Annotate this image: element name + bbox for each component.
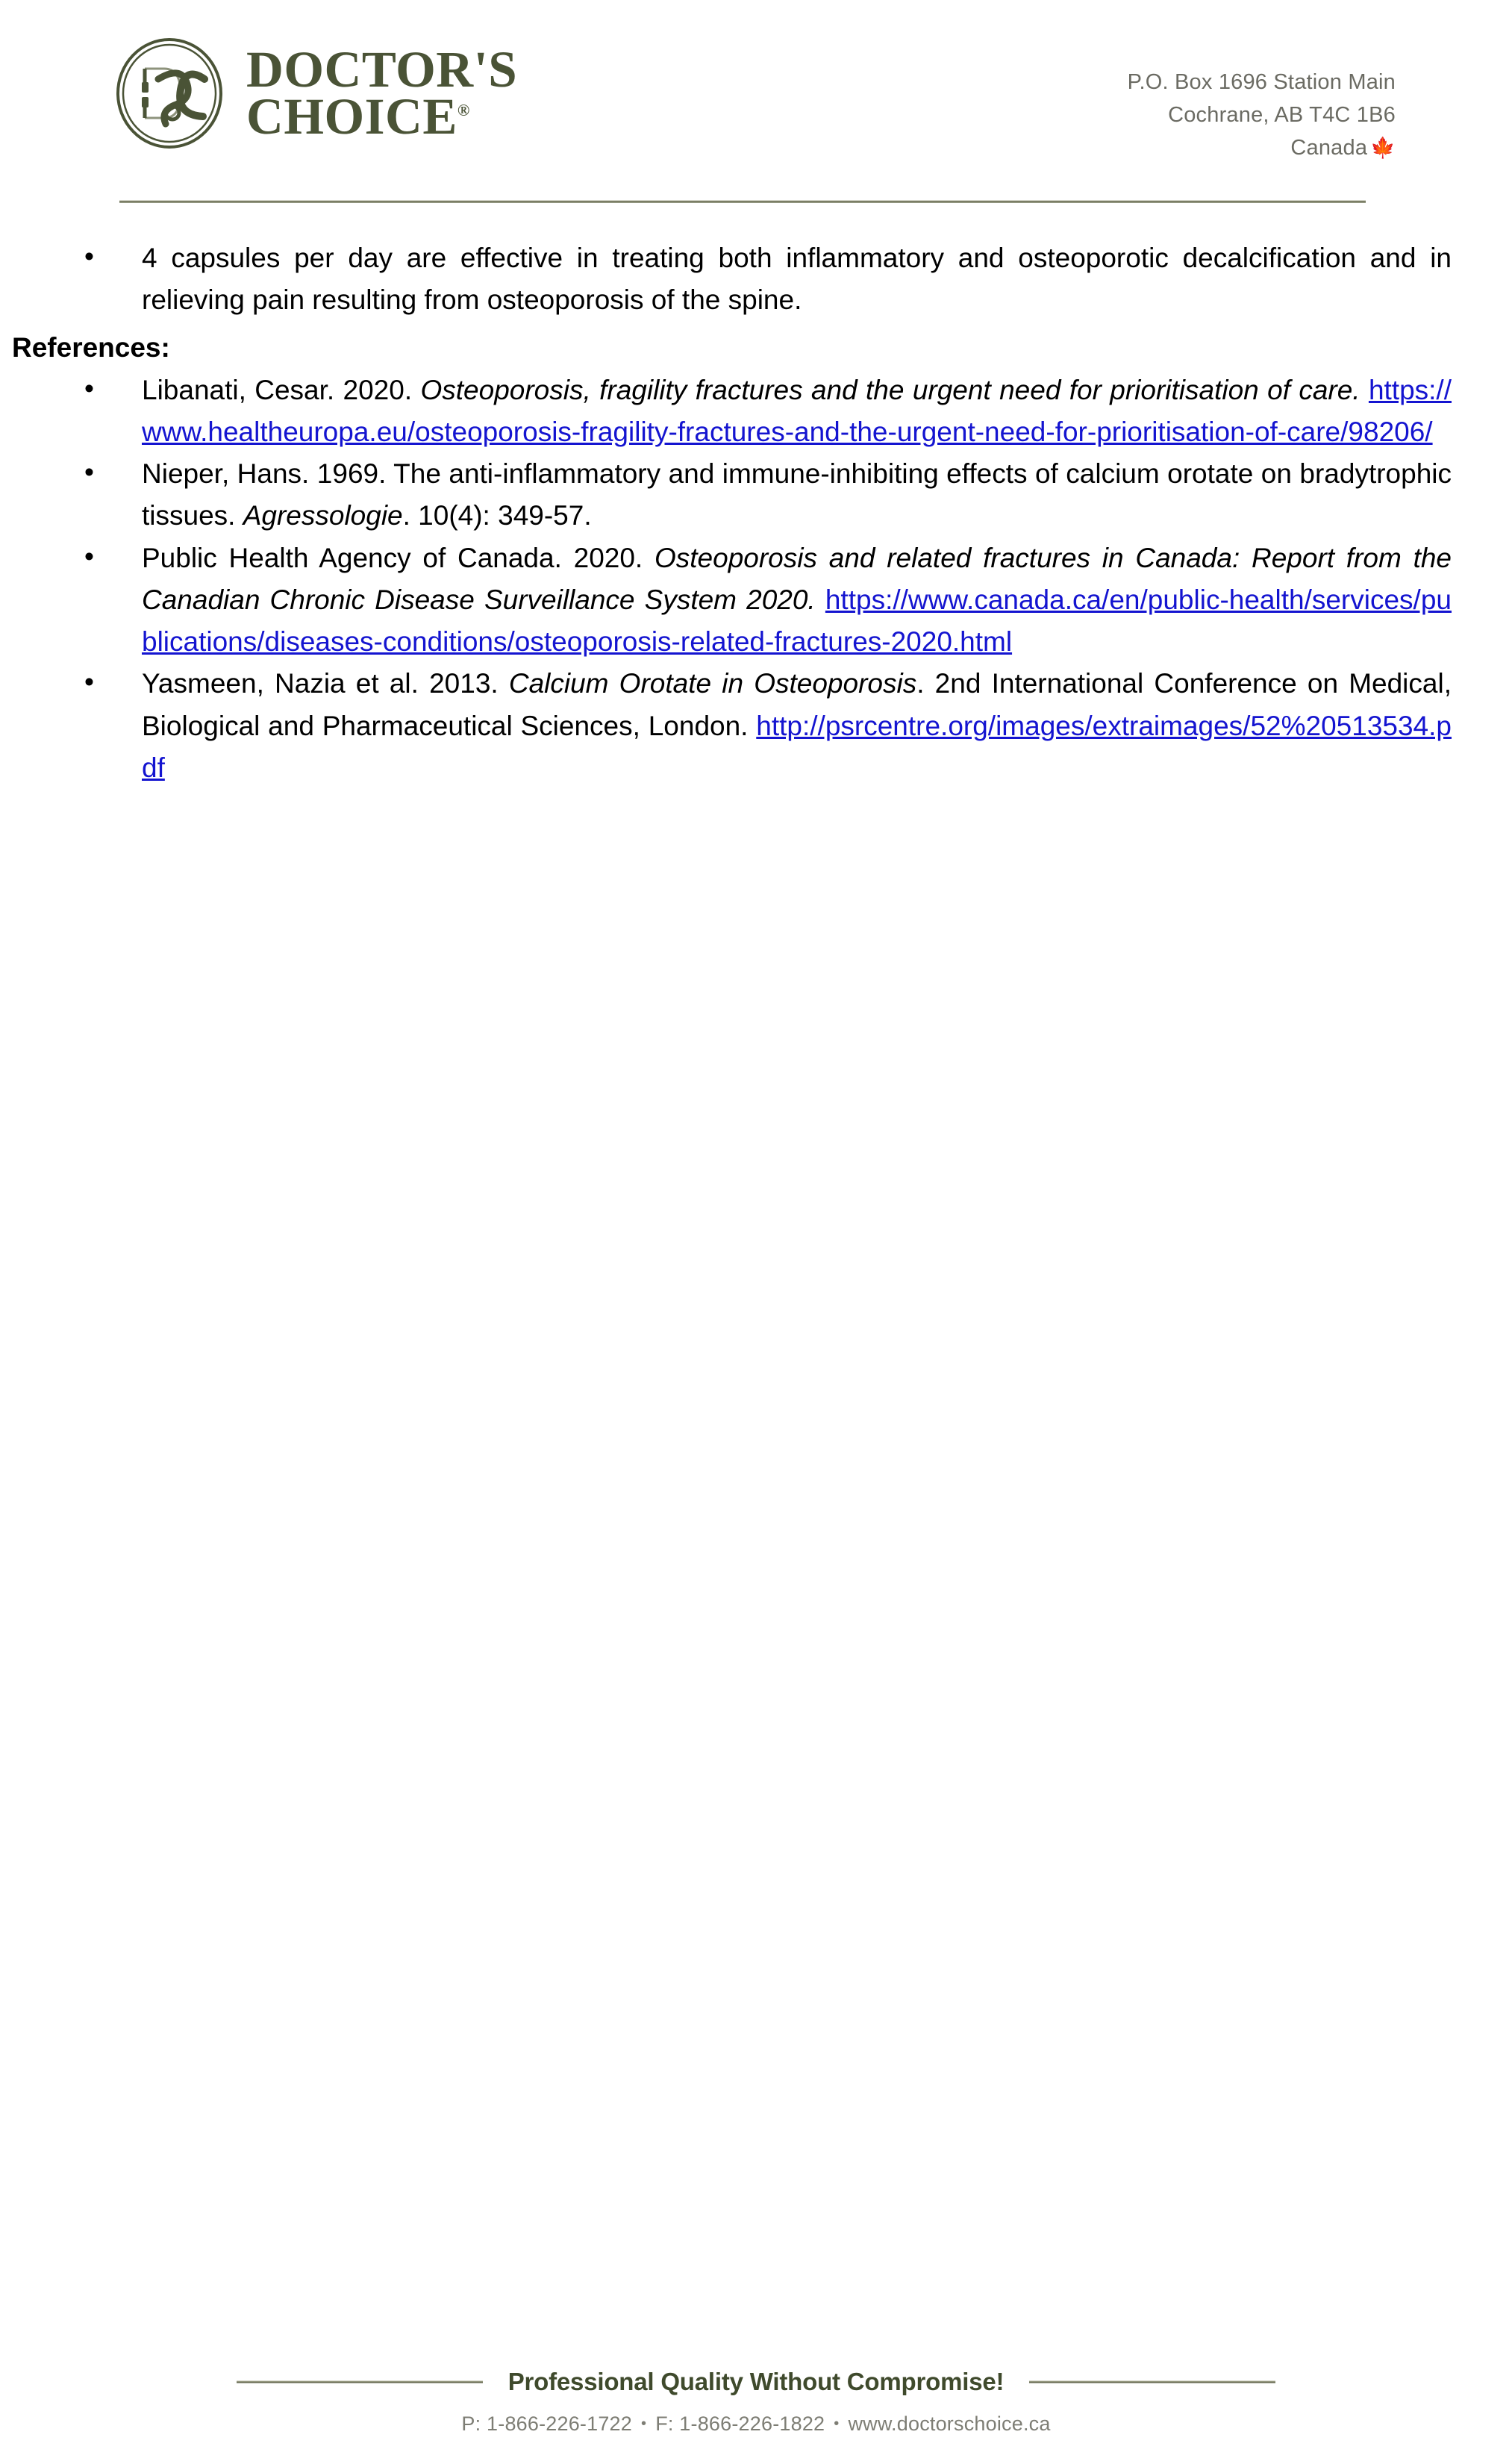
doctors-choice-stethoscope-monogram-icon [112, 36, 227, 151]
brand-wordmark-line-2-text: CHOICE [246, 88, 457, 145]
reference-author: Nieper, Hans. 1969. The anti-inflammatory and immune-inhibiting effects of calcium orotate on bradytrophic tissues. [142, 458, 1452, 531]
address-country: Canada [1290, 136, 1368, 160]
reference-title: Calcium Orotate in Osteoporosis [508, 668, 917, 699]
footer-rule-right [1029, 2380, 1275, 2383]
reference-author: Yasmeen, Nazia et al. 2013. [142, 668, 509, 699]
reference-title: Osteoporosis and related fractures in Canada: Report from the Canadian Chronic Disease Surveillance System 2020. [142, 542, 1452, 615]
company-address [1128, 66, 1396, 164]
footer-tagline-row [0, 2368, 1512, 2396]
letterhead-header [0, 0, 1512, 202]
reference-title: Osteoporosis, fragility fractures and the urgent need for prioritisation of care. [420, 374, 1361, 405]
reference-after-title: . 2nd International Conference on Medical, Biological and Pharmaceutical Sciences, London. [142, 668, 1452, 741]
references-heading: References: [12, 332, 170, 364]
document-body [0, 237, 1512, 789]
brand-wordmark-line-1: DOCTOR'S [246, 40, 518, 98]
list-item [0, 663, 1512, 789]
page-footer [0, 2368, 1512, 2436]
reference-after-title [1361, 375, 1369, 405]
reference-author: Public Health Agency of Canada. 2020. [142, 542, 655, 573]
brand-wordmark-line-2 [246, 88, 517, 145]
reference-url-link[interactable]: https://www.canada.ca/en/public-health/services/publications/diseases-conditions/osteoporosis-related-fractures-2020.html [142, 584, 1452, 658]
list-item [0, 237, 1512, 321]
footer-contact-line [0, 2412, 1512, 2436]
reference-author: Libanati, Cesar. 2020. [142, 374, 421, 405]
reference-after-title: . 10(4): 349-57. [402, 500, 592, 531]
brand-logo [112, 36, 517, 151]
canadian-maple-leaf-icon: 🍁 [1370, 137, 1396, 160]
footer-tagline: Professional Quality Without Compromise! [507, 2368, 1005, 2395]
footer-website[interactable]: www.doctorschoice.ca [848, 2412, 1051, 2435]
top-bullet-list [0, 237, 1512, 321]
reference-url-link[interactable]: https://www.healtheuropa.eu/osteoporosis-fragility-fractures-and-the-urgent-need-for-prioritisation-of-care/98206/ [142, 374, 1452, 447]
brand-wordmark [246, 40, 518, 145]
list-item [0, 537, 1512, 664]
header-divider-rule [119, 200, 1366, 203]
top-bullet-text: 4 capsules per day are effective in treating both inflammatory and osteoporotic decalcification and in relieving pain resulting from osteoporosis of the spine. [142, 243, 1452, 316]
list-item [0, 369, 1512, 453]
reference-title: Agressologie [243, 500, 403, 531]
address-line-2: Cochrane, AB T4C 1B6 [1168, 103, 1396, 128]
footer-separator-dot-2: • [834, 2415, 840, 2432]
references-list [0, 369, 1512, 789]
footer-phone: P: 1-866-226-1722 [461, 2412, 632, 2435]
list-item [0, 453, 1512, 537]
registered-trademark-icon: ® [457, 101, 470, 119]
footer-rule-left [237, 2380, 483, 2383]
spacer [0, 321, 1512, 327]
address-line-3 [1128, 131, 1396, 164]
reference-url-link[interactable]: http://psrcentre.org/images/extraimages/52%20513534.pdf [142, 710, 1452, 783]
reference-after-title [816, 584, 825, 615]
footer-fax: F: 1-866-226-1822 [655, 2412, 825, 2435]
footer-separator-dot-1: • [641, 2415, 647, 2432]
address-line-1: P.O. Box 1696 Station Main [1127, 70, 1396, 94]
